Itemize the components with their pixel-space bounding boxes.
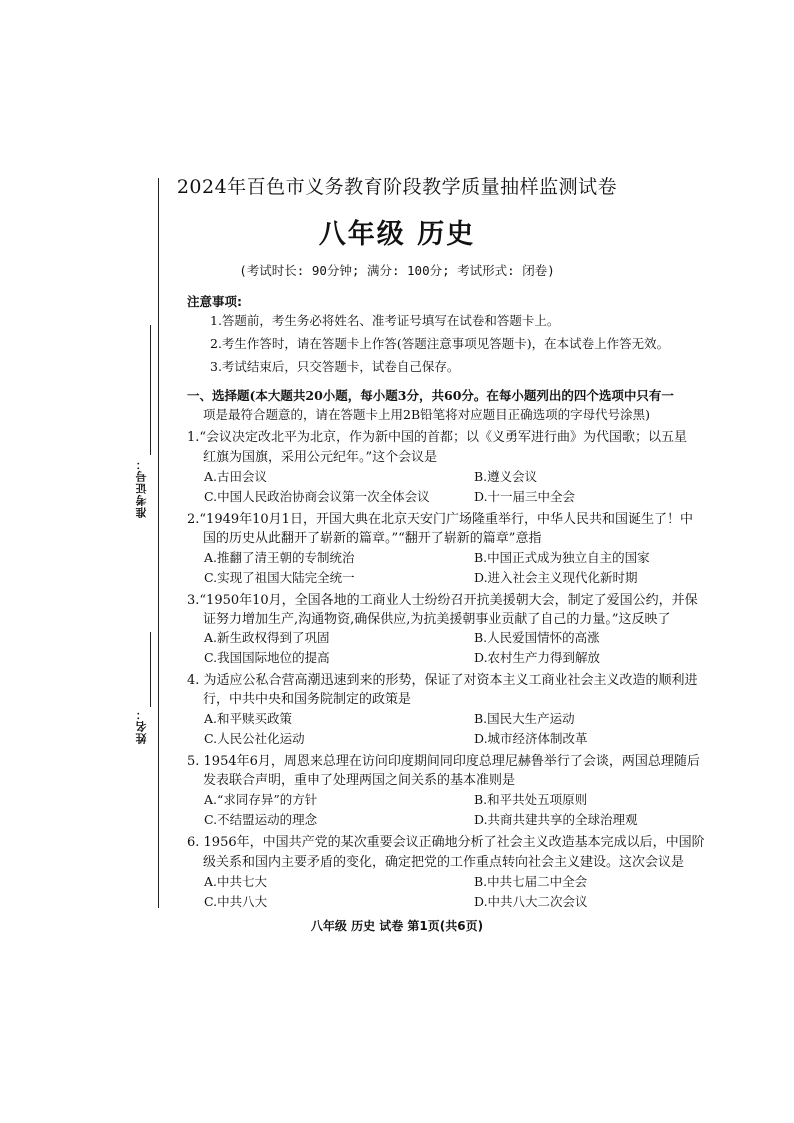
note-item: 1.答题前，考生务必将姓名、准考证号填写在试卷和答题卡上。	[210, 313, 560, 328]
question-6-line-2: 级关系和国内主要矛盾的变化，确定把党的工作重点转向社会主义建设。这次会议是	[203, 855, 685, 870]
question-6-option-c[interactable]: C.中共八大	[204, 894, 268, 909]
question-5-option-c[interactable]: C.不结盟运动的理念	[204, 812, 318, 827]
section-heading: 一、选择题(本大题共20小题，每小题3分，共60分。在每小题列出的四个选项中只有一	[187, 388, 674, 403]
question-3-option-c[interactable]: C.我国国际地位的提高	[204, 650, 330, 665]
candidate-no-label: 准考证号：	[135, 458, 148, 518]
note-item: 2.考生作答时，请在答题卡上作答(答题注意事项见答题卡)，在本试卷上作答无效。	[210, 336, 670, 351]
question-5-line-1: 5. 1954年6月，周恩来总理在访问印度期间同印度总理尼赫鲁举行了会谈，两国总理随后	[187, 754, 700, 769]
question-2-option-a[interactable]: A.推翻了清王朝的专制统治	[204, 550, 355, 565]
question-1-option-d[interactable]: D.十一届三中全会	[474, 489, 576, 504]
question-4-line-2: 行，中共中央和国务院制定的政策是	[203, 692, 412, 707]
question-6-option-b[interactable]: B.中共七届二中全会	[474, 874, 588, 889]
question-3-line-2: 证努力增加生产,沟通物资,确保供应,为抗美援朝事业贡献了自己的力量。”这反映了	[203, 612, 671, 627]
question-3-option-b[interactable]: B.人民爱国情怀的高涨	[474, 630, 600, 645]
question-2-line-1: 2.“1949年10月1日，开国大典在北京天安门广场隆重举行，中华人民共和国诞生了！中	[187, 512, 693, 527]
question-4-option-a[interactable]: A.和平赎买政策	[204, 711, 293, 726]
question-6-line-1: 6. 1956年，中国共产党的某次重要会议正确地分析了社会主义改造基本完成以后，中国阶	[187, 835, 705, 850]
exam-subtitle: 八年级 历史	[318, 219, 476, 250]
question-6-option-a[interactable]: A.中共七大	[204, 874, 268, 889]
question-1-option-b[interactable]: B.遵义会议	[474, 469, 538, 484]
note-item: 3.考试结束后，只交答题卡，试卷自己保存。	[210, 359, 460, 374]
name-label: 姓名：	[135, 708, 148, 744]
question-6-option-d[interactable]: D.中共八大二次会议	[474, 894, 588, 909]
page-footer: 八年级 历史 试卷 第1页(共6页)	[310, 919, 484, 933]
question-4-line-1: 4. 为适应公私合营高潮迅速到来的形势，保证了对资本主义工商业社会主义改造的顺利进	[187, 673, 698, 688]
exam-info: (考试时长: 90分钟; 满分: 100分; 考试形式: 闭卷)	[239, 263, 555, 278]
question-3-option-a[interactable]: A.新生政权得到了巩固	[204, 630, 330, 645]
question-1-option-a[interactable]: A.古田会议	[204, 469, 268, 484]
question-1-line-2: 红旗为国旗，采用公元纪年。”这个会议是	[203, 450, 438, 465]
notes-title: 注意事项:	[187, 294, 242, 309]
name-blank	[150, 632, 151, 707]
question-5-option-d[interactable]: D.共商共建共享的全球治理观	[474, 812, 638, 827]
question-2-option-c[interactable]: C.实现了祖国大陆完全统一	[204, 570, 355, 585]
section-heading-cont: 项是最符合题意的，请在答题卡上用2B铅笔将对应题目正确选项的字母代号涂黑)	[203, 407, 651, 422]
question-5-option-b[interactable]: B.和平共处五项原则	[474, 792, 588, 807]
candidate-no-blank	[150, 325, 151, 455]
question-1-option-c[interactable]: C.中国人民政治协商会议第一次全体会议	[204, 489, 430, 504]
question-4-option-b[interactable]: B.国民大生产运动	[474, 711, 575, 726]
question-4-option-d[interactable]: D.城市经济体制改革	[474, 731, 588, 746]
binding-margin-line	[158, 178, 159, 908]
question-3-line-1: 3.“1950年10月，全国各地的工商业人士纷纷召开抗美援朝大会，制定了爱国公约，并保	[187, 593, 698, 608]
question-2-line-2: 国的历史从此翻开了崭新的篇章。”“翻开了崭新的篇章”意指	[203, 531, 542, 546]
question-4-option-c[interactable]: C.人民公社化运动	[204, 731, 305, 746]
question-2-option-b[interactable]: B.中国正式成为独立自主的国家	[474, 550, 650, 565]
question-5-option-a[interactable]: A.“求同存异”的方针	[204, 792, 318, 807]
exam-title: 2024年百色市义务教育阶段教学质量抽样监测试卷	[176, 176, 618, 198]
question-3-option-d[interactable]: D.农村生产力得到解放	[474, 650, 601, 665]
question-1-line-1: 1.“会议决定改北平为北京，作为新中国的首都；以《义勇军进行曲》为代国歌；以五星	[187, 430, 688, 445]
question-2-option-d[interactable]: D.进入社会主义现代化新时期	[474, 570, 638, 585]
question-5-line-2: 发表联合声明，重申了处理两国之间关系的基本准则是	[203, 773, 516, 788]
